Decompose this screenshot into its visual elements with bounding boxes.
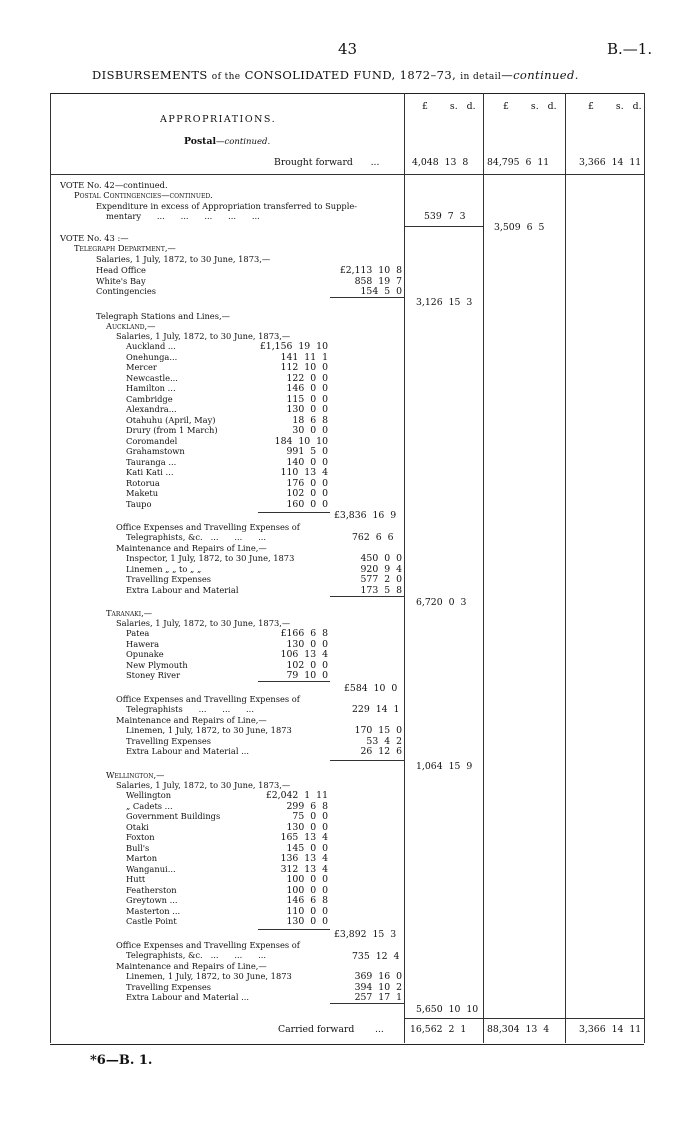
col1-heading: £ s. d. <box>422 101 476 112</box>
taranaki-maint-row-name: Travelling Expenses <box>126 735 212 746</box>
rule-col1 <box>404 93 405 1043</box>
auckland-row-amount: 130 0 0 <box>286 404 328 415</box>
rule-col3 <box>565 93 566 1043</box>
wellington-row-amount: 130 0 0 <box>286 821 328 833</box>
taranaki-office-2: Telegraphists ... ... ... <box>126 704 254 714</box>
col2-heading: £ s. d. <box>503 101 557 112</box>
wellington-office-2: Telegraphists, &c. ... ... ... <box>126 950 266 960</box>
title-main: DISBURSEMENTS <box>92 68 208 82</box>
wellington-row-amount: 165 13 4 <box>280 832 328 843</box>
vote43-row-amount: 154 5 0 <box>360 286 402 297</box>
auckland-row-amount: 122 0 0 <box>286 372 328 384</box>
carried-forward-c3: 3,366 14 11 <box>579 1024 642 1035</box>
rule-vote42 <box>404 226 483 227</box>
taranaki-row-amount: 106 13 4 <box>280 649 328 660</box>
rule-col2 <box>483 93 484 1043</box>
wellington-row-amount: 312 13 4 <box>280 863 328 875</box>
rule-auckland-total <box>330 596 404 597</box>
auckland-row-amount: 176 0 0 <box>286 477 328 489</box>
vote42-title: VOTE No. 42—continued. <box>60 180 168 190</box>
footer-signature: *6—B. 1. <box>90 1053 153 1068</box>
wellington-row-name: Masterton ... <box>126 905 181 916</box>
auckland-maint-row-name: Inspector, 1 July, 1872, to 30 June, 1873 <box>126 553 295 563</box>
auckland-row-amount: 110 13 4 <box>280 467 328 478</box>
auckland-office-1: Office Expenses and Travelling Expenses of <box>116 522 300 532</box>
carried-forward-c2: 88,304 13 4 <box>487 1024 550 1035</box>
vote43-salaries: Salaries, 1 July, 1872, to 30 June, 1873,— <box>96 254 271 264</box>
auckland-row-name: Tauranga ... <box>126 456 177 467</box>
wellington-office-1: Office Expenses and Travelling Expenses of <box>116 940 300 950</box>
page-title <box>92 68 579 82</box>
title-in-detail: in detail <box>460 72 502 82</box>
vote43-row-amount: 858 19 7 <box>354 275 402 287</box>
wellington-row-amount: 100 0 0 <box>286 874 328 885</box>
taranaki-row-name: Opunake <box>126 649 164 659</box>
auckland-maint-row-amount: 450 0 0 <box>360 553 402 564</box>
taranaki-maint-row-name: Linemen, 1 July, 1872, to 30 June, 1873 <box>126 725 292 735</box>
taranaki-row-amount: 79 10 0 <box>286 670 328 681</box>
auckland-row-name: Newcastle... <box>126 372 178 383</box>
wellington-subtotal: £3,892 15 3 <box>334 929 397 940</box>
auckland-row-name: Drury (from 1 March) <box>126 425 218 435</box>
auckland-title: Auckland,— <box>106 321 156 331</box>
wellington-row-amount: £2,042 1 11 <box>265 790 328 801</box>
wellington-row-amount: 130 0 0 <box>286 916 328 927</box>
rule-taranaki-total <box>330 760 404 761</box>
auckland-row-amount: 991 5 0 <box>286 446 328 457</box>
auckland-row-amount: 30 0 0 <box>292 425 328 436</box>
taranaki-row-amount: 102 0 0 <box>286 659 328 671</box>
taranaki-row-name: New Plymouth <box>126 659 188 670</box>
page-reference: B.—1. <box>607 40 653 58</box>
taranaki-total: 1,064 15 9 <box>416 761 473 772</box>
auckland-row-name: Onehunga... <box>126 351 178 362</box>
vote43-row-amount: £2,113 10 8 <box>339 265 402 276</box>
wellington-maint-row-amount: 369 16 0 <box>354 971 402 982</box>
auckland-row-amount: £1,156 19 10 <box>259 341 328 352</box>
col3-heading: £ s. d. <box>588 101 642 112</box>
vote43-row-name: Head Office <box>96 265 146 275</box>
wellington-maint-row-name: Extra Labour and Material ... <box>126 992 250 1002</box>
wellington-total: 5,650 10 10 <box>416 1004 479 1015</box>
vote42-line1: Expenditure in excess of Appropriation transferred to Supple- <box>96 201 358 211</box>
taranaki-maint: Maintenance and Repairs of Line,— <box>116 715 267 725</box>
wellington-row-name: Marton <box>126 853 158 863</box>
rule-carried-forward <box>404 1018 644 1019</box>
wellington-maint-row-amount: 394 10 2 <box>354 981 402 993</box>
taranaki-maint-row-name: Extra Labour and Material ... <box>126 746 250 756</box>
stations-heading: Telegraph Stations and Lines,— <box>96 311 230 321</box>
auckland-office-2: Telegraphists, &c. ... ... ... <box>126 532 266 542</box>
title-fund: CONSOLIDATED FUND, 1872–73, <box>244 68 457 82</box>
taranaki-row-name: Hawera <box>126 638 160 649</box>
taranaki-office-amount: 229 14 1 <box>352 704 400 715</box>
auckland-row-amount: 141 11 1 <box>280 351 328 363</box>
rule-left <box>50 93 51 1043</box>
wellington-row-amount: 136 13 4 <box>280 853 328 864</box>
vote43-title: VOTE No. 43 :— <box>60 233 129 243</box>
vote43-row-name: White's Bay <box>96 275 146 286</box>
auckland-office-amount: 762 6 6 <box>352 532 394 543</box>
auckland-row-amount: 115 0 0 <box>286 393 328 405</box>
rule-auckland-sub <box>258 512 330 513</box>
wellington-title: Wellington,— <box>106 770 165 780</box>
wellington-row-name: Wellington <box>126 790 172 800</box>
rule-wellington-sub <box>258 929 330 930</box>
wellington-row-amount: 299 6 8 <box>286 800 328 812</box>
auckland-row-name: Mercer <box>126 362 157 372</box>
auckland-row-name: Maketu <box>126 488 159 498</box>
wellington-row-name: Otaki <box>126 821 149 832</box>
title-continued: —continued. <box>501 68 579 82</box>
vote43-total: 3,126 15 3 <box>416 297 473 308</box>
wellington-office-amount: 735 12 4 <box>352 951 400 962</box>
auckland-row-name: Hamilton ... <box>126 383 176 393</box>
auckland-row-name: Grahamstown <box>126 446 185 456</box>
auckland-salaries: Salaries, 1 July, 1872, to 30 June, 1873,— <box>116 331 291 341</box>
brought-forward-c3: 3,366 14 11 <box>579 157 642 168</box>
wellington-row-name: Castle Point <box>126 916 177 926</box>
taranaki-maint-row-amount: 26 12 6 <box>360 746 402 757</box>
wellington-maint-row-amount: 257 17 1 <box>354 992 402 1003</box>
wellington-row-name: Bull's <box>126 842 150 853</box>
wellington-row-amount: 146 6 8 <box>286 895 328 906</box>
auckland-maint-row-name: Travelling Expenses <box>126 574 212 584</box>
rule-vote43 <box>330 297 404 298</box>
rule-wellington-total <box>330 1003 404 1004</box>
taranaki-subtotal: £584 10 0 <box>344 683 398 694</box>
wellington-row-amount: 110 0 0 <box>286 905 328 917</box>
wellington-row-name: Foxton <box>126 832 155 842</box>
title-of-the: of the <box>211 72 241 82</box>
vote43-dept: Telegraph Department,— <box>74 243 176 253</box>
wellington-maint: Maintenance and Repairs of Line,— <box>116 961 267 971</box>
carried-forward-c1: 16,562 2 1 <box>410 1024 467 1035</box>
rule-right <box>644 93 645 1043</box>
wellington-row-amount: 145 0 0 <box>286 842 328 854</box>
taranaki-office-1: Office Expenses and Travelling Expenses of <box>116 694 300 704</box>
appropriations-heading: APPROPRIATIONS. <box>160 114 277 125</box>
wellington-maint-row-name: Travelling Expenses <box>126 981 212 992</box>
brought-forward-c2: 84,795 6 11 <box>487 157 550 168</box>
auckland-row-name: Alexandra... <box>126 404 177 414</box>
rule-taranaki-sub <box>258 681 330 682</box>
wellington-row-name: Featherston <box>126 884 177 895</box>
auckland-maint-row-amount: 173 5 8 <box>360 584 402 596</box>
taranaki-maint-row-amount: 53 4 2 <box>366 735 402 747</box>
wellington-row-amount: 100 0 0 <box>286 884 328 896</box>
taranaki-row-name: Patea <box>126 628 150 638</box>
taranaki-title: Taranaki,— <box>106 608 153 618</box>
auckland-row-amount: 140 0 0 <box>286 456 328 468</box>
auckland-maint-row-amount: 577 2 0 <box>360 574 402 585</box>
page-number: 43 <box>338 40 358 58</box>
auckland-maint-row-name: Extra Labour and Material <box>126 584 239 595</box>
auckland-row-name: Auckland ... <box>126 341 176 351</box>
auckland-row-amount: 102 0 0 <box>286 488 328 499</box>
wellington-row-name: Hutt <box>126 874 146 884</box>
auckland-row-name: Kati Kati ... <box>126 467 174 477</box>
taranaki-salaries: Salaries, 1 July, 1872, to 30 June, 1873,— <box>116 618 291 628</box>
auckland-row-name: Otahuhu (April, May) <box>126 414 216 425</box>
auckland-subtotal: £3,836 16 9 <box>334 510 397 521</box>
wellington-row-name: Government Buildings <box>126 811 221 821</box>
auckland-maint: Maintenance and Repairs of Line,— <box>116 543 267 553</box>
wellington-row-name: Wanganui... <box>126 863 176 874</box>
rule-brought-forward <box>50 174 644 175</box>
taranaki-row-amount: £166 6 8 <box>280 628 328 639</box>
vote42-amount: 539 7 3 <box>424 211 466 222</box>
wellington-row-amount: 75 0 0 <box>292 811 328 822</box>
auckland-row-amount: 160 0 0 <box>286 498 328 510</box>
auckland-maint-row-amount: 920 9 4 <box>360 563 402 575</box>
brought-forward-c1: 4,048 13 8 <box>412 157 469 168</box>
auckland-row-name: Coromandel <box>126 435 178 446</box>
taranaki-row-amount: 130 0 0 <box>286 638 328 650</box>
auckland-row-name: Rotorua <box>126 477 160 488</box>
wellington-row-name: „ Cadets ... <box>126 800 173 811</box>
vote42-total: 3,509 6 5 <box>494 222 545 233</box>
auckland-row-name: Taupo <box>126 498 152 509</box>
taranaki-row-name: Stoney River <box>126 670 181 680</box>
auckland-row-amount: 146 0 0 <box>286 383 328 394</box>
vote42-line2: mentary ... ... ... ... ... <box>106 211 260 221</box>
auckland-row-amount: 18 6 8 <box>292 414 328 426</box>
auckland-row-amount: 184 10 10 <box>274 435 328 447</box>
vote43-row-name: Contingencies <box>96 286 157 296</box>
wellington-salaries: Salaries, 1 July, 1872, to 30 June, 1873,— <box>116 780 291 790</box>
section-title: Postal—continued. <box>184 136 271 147</box>
wellington-maint-row-name: Linemen, 1 July, 1872, to 30 June, 1873 <box>126 971 292 981</box>
taranaki-maint-row-amount: 170 15 0 <box>354 725 402 736</box>
wellington-row-name: Greytown ... <box>126 895 178 905</box>
brought-forward-label: Brought forward ... <box>274 157 380 168</box>
auckland-maint-row-name: Linemen „ „ to „ „ <box>126 563 202 574</box>
auckland-row-amount: 112 10 0 <box>280 362 328 373</box>
carried-forward-label: Carried forward ... <box>278 1024 384 1035</box>
auckland-total: 6,720 0 3 <box>416 597 467 608</box>
vote42-sub: Postal Contingencies—continued. <box>74 190 213 200</box>
auckland-row-name: Cambridge <box>126 393 173 404</box>
